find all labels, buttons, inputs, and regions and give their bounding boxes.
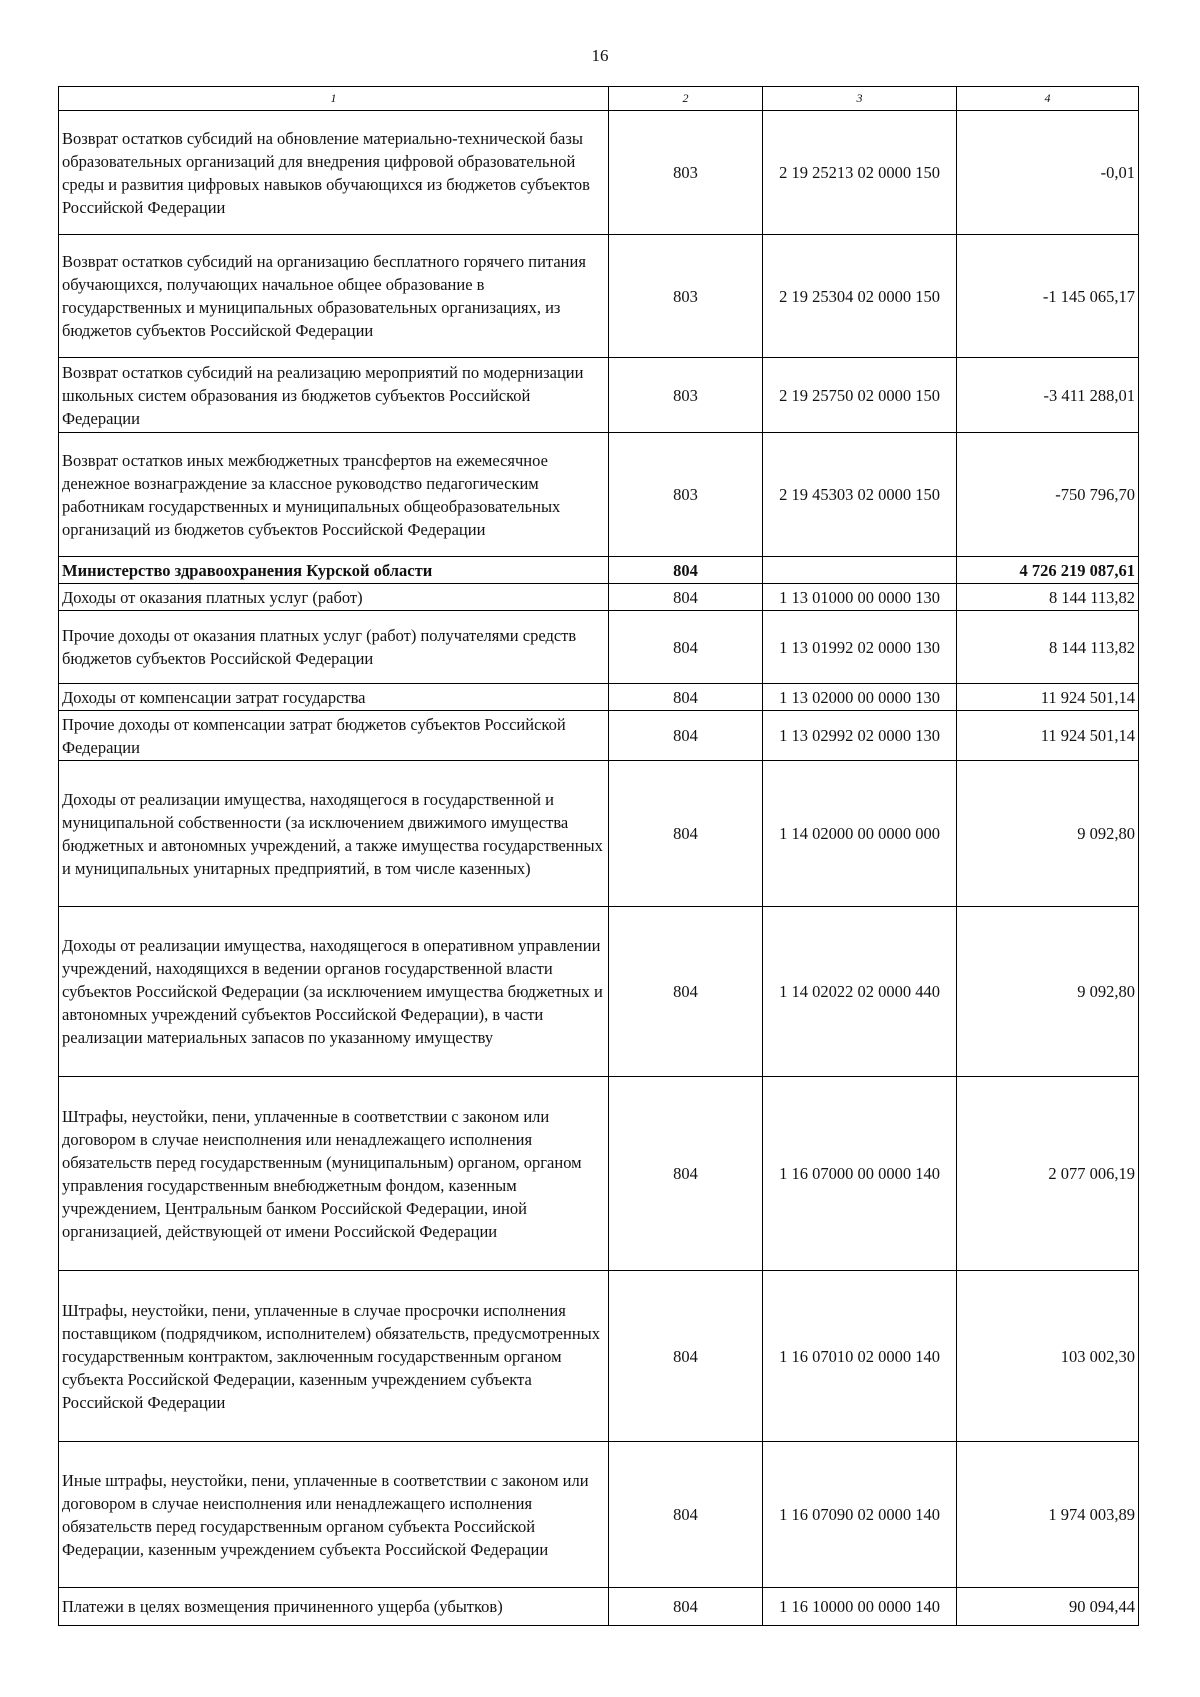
row-kbk-code: 2 19 45303 02 0000 150 xyxy=(763,433,957,557)
table-row xyxy=(59,611,1139,684)
row-amount: 90 094,44 xyxy=(957,1588,1139,1626)
row-amount: 11 924 501,14 xyxy=(957,711,1139,761)
row-name: Доходы от реализации имущества, находящегося в государственной и муниципальной собственности (за исключением движимого имущества бюджетных и автономных учреждений, а также имущества государственных и муниципальных унитарных предприятий, в том числе казенных) xyxy=(59,761,609,907)
row-name: Доходы от реализации имущества, находящегося в оперативном управлении учреждений, находящихся в ведении органов государственной власти субъектов Российской Федерации (за исключением имущества бюджетных и автономных учреждений субъектов Российской Федерации), в части реализации материальных запасов по указанному имуществу xyxy=(59,907,609,1077)
row-name: Возврат остатков субсидий на организацию бесплатного горячего питания обучающихся, получающих начальное общее образование в государственных и муниципальных образовательных организациях, из бюджетов субъектов Российской Федерации xyxy=(59,235,609,358)
row-amount: 9 092,80 xyxy=(957,907,1139,1077)
row-name: Возврат остатков иных межбюджетных трансфертов на ежемесячное денежное вознаграждение за классное руководство педагогическим работникам государственных и муниципальных общеобразовательных организаций из бюджетов субъектов Российской Федерации xyxy=(59,433,609,557)
table-row xyxy=(59,433,1139,557)
row-kbk-code: 1 16 07010 02 0000 140 xyxy=(763,1271,957,1442)
row-admin-code: 804 xyxy=(609,584,763,611)
row-name: Возврат остатков субсидий на обновление материально-технической базы образовательных организаций для внедрения цифровой образовательной среды и развития цифровых навыков обучающихся из бюджетов субъектов Российской Федерации xyxy=(59,111,609,235)
row-amount: 2 077 006,19 xyxy=(957,1077,1139,1271)
row-kbk-code: 1 13 01000 00 0000 130 xyxy=(763,584,957,611)
row-kbk-code: 2 19 25750 02 0000 150 xyxy=(763,358,957,433)
row-kbk-code: 1 16 07000 00 0000 140 xyxy=(763,1077,957,1271)
row-amount: 8 144 113,82 xyxy=(957,584,1139,611)
row-admin-code: 803 xyxy=(609,358,763,433)
row-name: Министерство здравоохранения Курской области xyxy=(59,557,609,584)
row-admin-code: 804 xyxy=(609,611,763,684)
row-name: Штрафы, неустойки, пени, уплаченные в соответствии с законом или договором в случае неисполнения или ненадлежащего исполнения обязательств перед государственным (муниципальным) органом, органом управления государственным внебюджетным фондом, казенным учреждением, Центральным банком Российской Федерации, иной организацией, действующей от имени Российской Федерации xyxy=(59,1077,609,1271)
row-admin-code: 803 xyxy=(609,433,763,557)
row-amount: 103 002,30 xyxy=(957,1271,1139,1442)
column-header-4: 4 xyxy=(957,87,1139,111)
table-row xyxy=(59,711,1139,761)
row-admin-code: 803 xyxy=(609,111,763,235)
row-amount: 9 092,80 xyxy=(957,761,1139,907)
row-admin-code: 804 xyxy=(609,1271,763,1442)
table-row xyxy=(59,1271,1139,1442)
row-kbk-code: 2 19 25304 02 0000 150 xyxy=(763,235,957,358)
table-row xyxy=(59,684,1139,711)
row-kbk-code: 1 14 02000 00 0000 000 xyxy=(763,761,957,907)
row-admin-code: 804 xyxy=(609,907,763,1077)
row-admin-code: 804 xyxy=(609,1077,763,1271)
page-number: 16 xyxy=(591,46,609,65)
row-amount: -750 796,70 xyxy=(957,433,1139,557)
column-header-1: 1 xyxy=(59,87,609,111)
row-name: Платежи в целях возмещения причиненного ущерба (убытков) xyxy=(59,1588,609,1626)
row-name: Прочие доходы от компенсации затрат бюджетов субъектов Российской Федерации xyxy=(59,711,609,761)
table-row xyxy=(59,761,1139,907)
table-row xyxy=(59,584,1139,611)
table-row xyxy=(59,358,1139,433)
budget-revenue-table xyxy=(58,86,1139,1626)
row-kbk-code: 1 13 02000 00 0000 130 xyxy=(763,684,957,711)
table-row xyxy=(59,1077,1139,1271)
row-name: Возврат остатков субсидий на реализацию мероприятий по модернизации школьных систем образования из бюджетов субъектов Российской Федерации xyxy=(59,358,609,433)
row-kbk-code: 1 16 10000 00 0000 140 xyxy=(763,1588,957,1626)
row-admin-code: 804 xyxy=(609,761,763,907)
row-kbk-code: 1 13 02992 02 0000 130 xyxy=(763,711,957,761)
table-row xyxy=(59,907,1139,1077)
row-name: Иные штрафы, неустойки, пени, уплаченные в соответствии с законом или договором в случае неисполнения или ненадлежащего исполнения обязательств перед государственным органом субъекта Российской Федерации, казенным учреждением субъекта Российской Федерации xyxy=(59,1442,609,1588)
column-header-3: 3 xyxy=(763,87,957,111)
row-kbk-code xyxy=(763,557,957,584)
row-amount: -0,01 xyxy=(957,111,1139,235)
row-kbk-code: 1 13 01992 02 0000 130 xyxy=(763,611,957,684)
row-admin-code: 804 xyxy=(609,1588,763,1626)
row-admin-code: 803 xyxy=(609,235,763,358)
column-header-2: 2 xyxy=(609,87,763,111)
row-admin-code: 804 xyxy=(609,1442,763,1588)
row-amount: -1 145 065,17 xyxy=(957,235,1139,358)
table-header-row xyxy=(59,87,1139,111)
row-name: Штрафы, неустойки, пени, уплаченные в случае просрочки исполнения поставщиком (подрядчиком, исполнителем) обязательств, предусмотренных государственным контрактом, заключенным государственным органом субъекта Российской Федерации, казенным учреждением субъекта Российской Федерации xyxy=(59,1271,609,1442)
row-amount: -3 411 288,01 xyxy=(957,358,1139,433)
row-name: Прочие доходы от оказания платных услуг (работ) получателями средств бюджетов субъектов Российской Федерации xyxy=(59,611,609,684)
table-row xyxy=(59,1442,1139,1588)
row-admin-code: 804 xyxy=(609,711,763,761)
row-kbk-code: 1 16 07090 02 0000 140 xyxy=(763,1442,957,1588)
table-row xyxy=(59,1588,1139,1626)
row-amount: 4 726 219 087,61 xyxy=(957,557,1139,584)
row-amount: 1 974 003,89 xyxy=(957,1442,1139,1588)
row-kbk-code: 2 19 25213 02 0000 150 xyxy=(763,111,957,235)
table-row xyxy=(59,111,1139,235)
row-amount: 8 144 113,82 xyxy=(957,611,1139,684)
row-admin-code: 804 xyxy=(609,684,763,711)
row-kbk-code: 1 14 02022 02 0000 440 xyxy=(763,907,957,1077)
row-admin-code: 804 xyxy=(609,557,763,584)
row-amount: 11 924 501,14 xyxy=(957,684,1139,711)
row-name: Доходы от оказания платных услуг (работ) xyxy=(59,584,609,611)
row-name: Доходы от компенсации затрат государства xyxy=(59,684,609,711)
table-row xyxy=(59,235,1139,358)
table-row-ministry xyxy=(59,557,1139,584)
